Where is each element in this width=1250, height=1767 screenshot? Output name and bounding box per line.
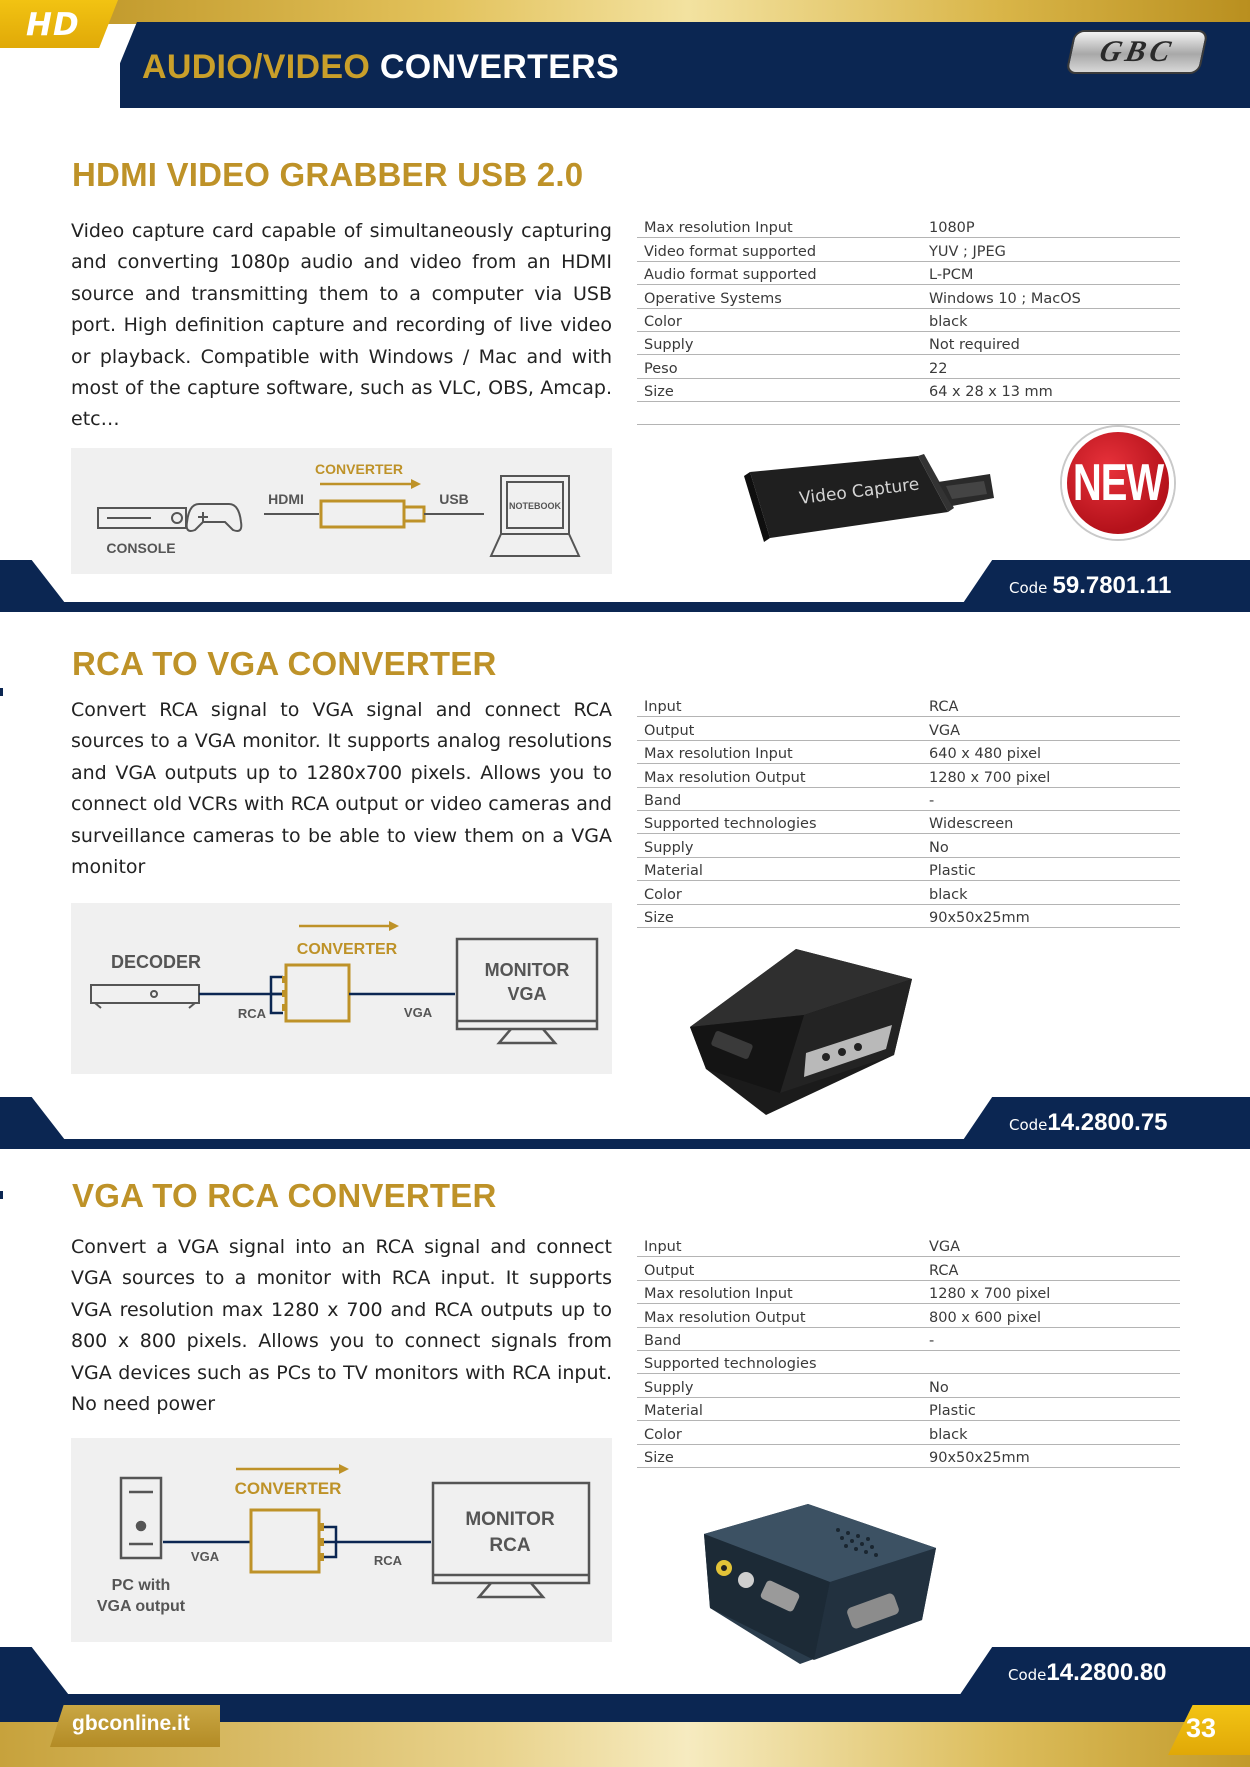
spec-key: Color bbox=[644, 1426, 682, 1443]
spec-row bbox=[637, 1257, 1180, 1280]
spec-row bbox=[637, 1328, 1180, 1351]
rca-plug-icon bbox=[271, 977, 283, 1013]
code-number: 59.7801.11 bbox=[1052, 572, 1172, 599]
product-code bbox=[1009, 572, 1171, 600]
rca-to-vga-converter-image bbox=[686, 945, 916, 1120]
decoder-icon bbox=[91, 985, 199, 1008]
spec-row bbox=[637, 881, 1180, 904]
spec-row bbox=[637, 1398, 1180, 1421]
spec-table bbox=[637, 1234, 1180, 1468]
spec-value: 1280 x 700 pixel bbox=[929, 769, 1051, 786]
diagram-device-label: CONVERTER bbox=[234, 1479, 342, 1498]
header-gold-stripe bbox=[0, 0, 1250, 24]
spec-key: Supported technologies bbox=[644, 816, 817, 833]
code-bar bbox=[0, 1097, 1250, 1149]
usb-dongle-icon bbox=[321, 501, 424, 527]
spec-key: Supply bbox=[644, 1379, 694, 1396]
spec-value: - bbox=[929, 1332, 935, 1349]
spec-key: Color bbox=[644, 886, 682, 903]
spec-value: Plastic bbox=[929, 1403, 976, 1420]
spec-key: Peso bbox=[644, 360, 678, 377]
spec-value: RCA bbox=[929, 1262, 959, 1279]
connection-diagram bbox=[71, 1438, 612, 1642]
spec-value: Widescreen bbox=[929, 816, 1014, 833]
diagram-target-label-2: RCA bbox=[489, 1535, 531, 1556]
product-description: Video capture card capable of simultaneously capturing and converting 1080p audio and video from an HDMI source and transmitting them to a computer via USB port. High definition capture and recording of live video or playback. Compatible with Windows / Mac and with most of the capture software, such as VLC, OBS, Amcap. etc… bbox=[71, 220, 612, 431]
diagram-source-label-2: VGA output bbox=[96, 1598, 186, 1615]
vga-to-rca-converter-image bbox=[696, 1500, 946, 1670]
spec-key: Size bbox=[644, 1449, 674, 1466]
diagram-source-label: DECODER bbox=[110, 952, 202, 972]
console-icon bbox=[98, 504, 241, 531]
spec-key: Input bbox=[644, 1239, 682, 1256]
spec-row bbox=[637, 262, 1180, 285]
new-badge bbox=[1062, 427, 1174, 539]
spec-value: L-PCM bbox=[929, 267, 974, 284]
spec-table bbox=[637, 694, 1180, 928]
spec-value: 90x50x25mm bbox=[929, 1449, 1030, 1466]
spec-key: Max resolution Input bbox=[644, 1286, 793, 1303]
code-number: 14.2800.75 bbox=[1047, 1109, 1168, 1136]
spec-value: 64 x 28 x 13 mm bbox=[929, 384, 1053, 401]
product-print-text: Video Capture bbox=[798, 474, 921, 509]
spec-value: 640 x 480 pixel bbox=[929, 746, 1042, 763]
spec-key: Max resolution Output bbox=[644, 769, 806, 786]
diagram-source-label-1: PC with bbox=[111, 1577, 171, 1594]
spec-key: Max resolution Input bbox=[644, 220, 793, 237]
diagram-target-label: NOTEBOOK bbox=[508, 501, 562, 511]
spec-value: 800 x 600 pixel bbox=[929, 1309, 1042, 1326]
footer-url-link[interactable]: gbconline.it bbox=[72, 1712, 190, 1735]
spec-value: Windows 10 ; MacOS bbox=[929, 290, 1081, 307]
spec-value: YUV ; JPEG bbox=[929, 243, 1006, 260]
spec-row bbox=[637, 215, 1180, 238]
spec-row bbox=[637, 811, 1180, 834]
new-badge-text: NEW bbox=[1072, 453, 1164, 511]
spec-value: No bbox=[929, 839, 949, 856]
spec-row bbox=[637, 1374, 1180, 1397]
video-grabber-image bbox=[740, 452, 1000, 546]
spec-key: Video format supported bbox=[644, 243, 817, 260]
spec-row bbox=[637, 858, 1180, 881]
spec-row bbox=[637, 332, 1180, 355]
spec-value: - bbox=[929, 792, 935, 809]
connection-diagram bbox=[71, 448, 612, 574]
spec-row bbox=[637, 1281, 1180, 1304]
spec-row bbox=[637, 1304, 1180, 1327]
pc-tower-icon bbox=[121, 1478, 161, 1558]
spec-key: Output bbox=[644, 1262, 695, 1279]
spec-value: Not required bbox=[929, 337, 1020, 354]
spec-key: Size bbox=[644, 384, 674, 401]
converter-box-icon bbox=[282, 965, 349, 1021]
spec-row bbox=[637, 694, 1180, 717]
product-description: Convert RCA signal to VGA signal and connect RCA sources to a VGA monitor. It supports analog resolutions and VGA outputs up to 1280x700 pixels. Allows you to connect old VCRs with RCA output or video cameras and surveillance cameras to be able to view them on a VGA monitor bbox=[71, 699, 612, 879]
spec-row bbox=[637, 741, 1180, 764]
spec-row bbox=[637, 1234, 1180, 1257]
product-title: RCA TO VGA CONVERTER bbox=[72, 645, 497, 682]
spec-value: RCA bbox=[929, 699, 959, 716]
spec-key: Supply bbox=[644, 839, 694, 856]
product-code bbox=[1009, 1109, 1168, 1137]
hd-badge-text: HD bbox=[26, 7, 80, 43]
spec-row bbox=[637, 1421, 1180, 1444]
page-title-gold: AUDIO/VIDEO bbox=[142, 48, 371, 86]
page-title bbox=[142, 48, 619, 87]
code-label: Code bbox=[1008, 1666, 1047, 1684]
product-description: Convert a VGA signal into an RCA signal and connect VGA sources to a monitor with RCA input. It supports VGA resolution max 1280 x 700 and RCA outputs up to 800 x 800 pixels. Allows you to connect signals from VGA devices such as PCs to TV monitors with RCA input. No need power bbox=[71, 1236, 612, 1416]
code-label: Code bbox=[1009, 1116, 1048, 1134]
spec-value: No bbox=[929, 1379, 949, 1396]
diagram-target-label-2: VGA bbox=[507, 984, 547, 1004]
spec-value: VGA bbox=[929, 722, 961, 739]
spec-row bbox=[637, 788, 1180, 811]
spec-value: 1080P bbox=[929, 220, 975, 237]
spec-key: Band bbox=[644, 792, 682, 809]
spec-key: Operative Systems bbox=[644, 290, 782, 307]
converter-box-icon bbox=[251, 1510, 324, 1572]
spec-key: Color bbox=[644, 313, 682, 330]
spec-divider bbox=[637, 424, 1180, 425]
diagram-target-label-1: MONITOR bbox=[465, 1509, 555, 1530]
arrow-right-icon bbox=[299, 921, 399, 931]
spec-row bbox=[637, 1445, 1180, 1468]
spec-row bbox=[637, 379, 1180, 402]
spec-row bbox=[637, 355, 1180, 378]
section-marker bbox=[0, 1191, 3, 1199]
spec-row bbox=[637, 834, 1180, 857]
spec-value: black bbox=[929, 313, 968, 330]
spec-row bbox=[637, 905, 1180, 928]
spec-key: Band bbox=[644, 1332, 682, 1349]
spec-key: Size bbox=[644, 909, 674, 926]
code-number: 14.2800.80 bbox=[1046, 1659, 1167, 1686]
diagram-device-label: CONVERTER bbox=[315, 461, 403, 477]
spec-key: Supported technologies bbox=[644, 1356, 817, 1373]
spec-key: Input bbox=[644, 699, 682, 716]
spec-value: VGA bbox=[929, 1239, 961, 1256]
spec-value: 90x50x25mm bbox=[929, 909, 1030, 926]
section-marker bbox=[0, 688, 3, 696]
spec-row bbox=[637, 764, 1180, 787]
notebook-icon bbox=[491, 476, 579, 556]
spec-key: Material bbox=[644, 1403, 703, 1420]
arrow-right-icon bbox=[320, 479, 421, 489]
diagram-link-in-label: RCA bbox=[237, 1006, 267, 1021]
spec-key: Material bbox=[644, 863, 703, 880]
spec-key: Max resolution Input bbox=[644, 746, 793, 763]
code-label: Code bbox=[1009, 579, 1048, 597]
rca-plug-icon bbox=[324, 1527, 336, 1557]
diagram-source-label: CONSOLE bbox=[106, 540, 176, 556]
diagram-link-in-label: HDMI bbox=[268, 491, 304, 507]
spec-row bbox=[637, 1351, 1180, 1374]
spec-value: Plastic bbox=[929, 863, 976, 880]
diagram-link-out-label: USB bbox=[439, 491, 469, 507]
diagram-link-in-label: VGA bbox=[190, 1549, 220, 1564]
diagram-link-out-label: RCA bbox=[373, 1553, 403, 1568]
spec-row bbox=[637, 285, 1180, 308]
spec-value: 1280 x 700 pixel bbox=[929, 1286, 1051, 1303]
spec-key: Supply bbox=[644, 337, 694, 354]
product-code bbox=[1008, 1659, 1167, 1687]
spec-row bbox=[637, 309, 1180, 332]
spec-row bbox=[637, 717, 1180, 740]
spec-key: Audio format supported bbox=[644, 267, 817, 284]
gbc-logo-text: GBC bbox=[1096, 35, 1178, 68]
spec-row bbox=[637, 238, 1180, 261]
code-bar bbox=[0, 560, 1250, 612]
page-number: 33 bbox=[1186, 1713, 1217, 1743]
code-bar bbox=[0, 1647, 1250, 1699]
spec-key: Max resolution Output bbox=[644, 1309, 806, 1326]
product-title: VGA TO RCA CONVERTER bbox=[72, 1177, 497, 1214]
gbc-logo bbox=[1065, 30, 1208, 74]
diagram-target-label-1: MONITOR bbox=[484, 960, 570, 980]
diagram-link-out-label: VGA bbox=[403, 1005, 433, 1020]
spec-value: 22 bbox=[929, 360, 948, 377]
spec-table bbox=[637, 215, 1180, 402]
spec-value: black bbox=[929, 1426, 968, 1443]
page-title-white: CONVERTERS bbox=[379, 48, 619, 86]
arrow-right-icon bbox=[236, 1464, 349, 1474]
spec-value: black bbox=[929, 886, 968, 903]
connection-diagram bbox=[71, 903, 612, 1074]
product-title: HDMI VIDEO GRABBER USB 2.0 bbox=[72, 156, 584, 193]
code-bar-left-accent bbox=[0, 1647, 72, 1699]
diagram-device-label: CONVERTER bbox=[296, 941, 398, 958]
spec-key: Output bbox=[644, 722, 695, 739]
